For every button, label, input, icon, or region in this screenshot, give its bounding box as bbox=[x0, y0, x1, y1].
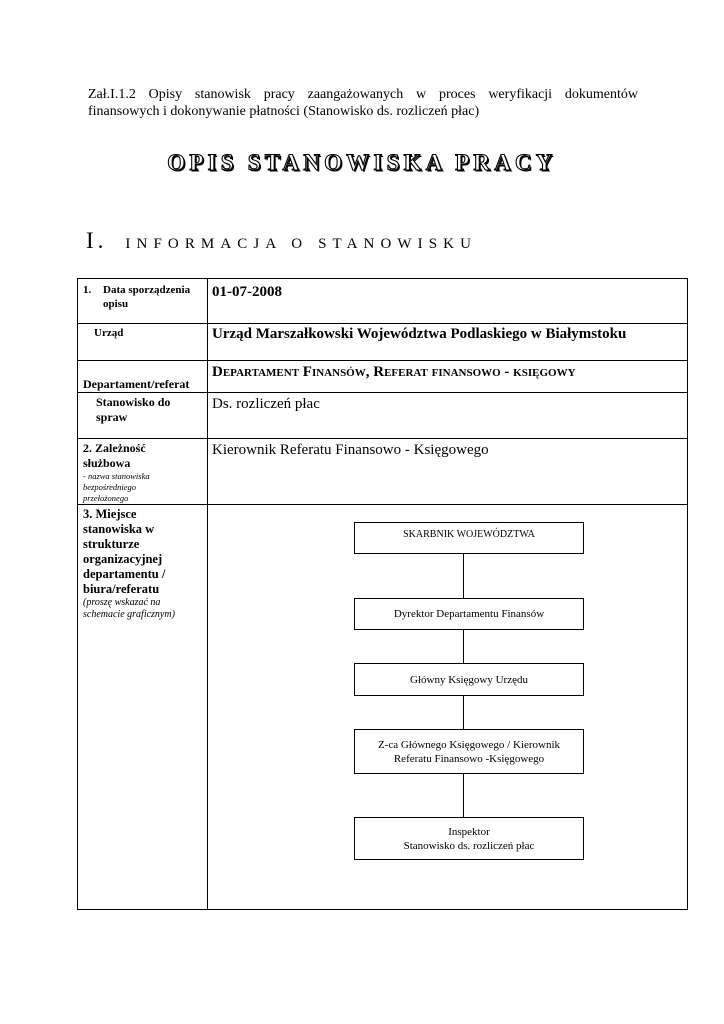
department-value: Departament Finansów, Referat finansowo - księgowy bbox=[212, 364, 576, 380]
org-box-line: Referatu Finansowo -Księgowego bbox=[393, 752, 545, 765]
office-value: Urząd Marszałkowski Województwa Podlaskiego w Białymstoku bbox=[212, 326, 627, 342]
org-box-line: SKARBNIK WOJEWÓDZTWA bbox=[403, 529, 535, 540]
date-label bbox=[83, 283, 205, 311]
date-label-number: 1. bbox=[83, 284, 92, 296]
org-connector bbox=[463, 630, 464, 663]
position-info-table bbox=[77, 278, 688, 910]
section-heading bbox=[86, 228, 477, 254]
section-number: I. bbox=[86, 228, 108, 253]
supervisor-note: - nazwa stanowiska bezpośredniego przełożonego bbox=[83, 471, 150, 503]
date-value: 01-07-2008 bbox=[212, 284, 282, 300]
document-title: OPIS STANOWISKA PRACY bbox=[167, 150, 557, 175]
office-label: Urząd bbox=[94, 327, 124, 339]
position-value: Ds. rozliczeń płac bbox=[212, 396, 320, 412]
supervisor-label bbox=[83, 441, 193, 504]
org-box-line: Z-ca Głównego Księgowego / Kierownik bbox=[377, 738, 561, 751]
org-box-inspector bbox=[354, 817, 584, 860]
row-divider bbox=[78, 323, 687, 324]
org-box-line: Stanowisko ds. rozliczeń płac bbox=[403, 839, 535, 852]
date-label-text: Data sporządzenia opisu bbox=[103, 284, 191, 310]
column-divider bbox=[207, 279, 208, 909]
supervisor-label-text: 2. Zależność służbowa bbox=[83, 441, 146, 470]
position-label: Stanowisko do spraw bbox=[96, 395, 171, 424]
org-box-chief-accountant bbox=[354, 663, 584, 696]
structure-label bbox=[83, 507, 203, 621]
org-box-line: Dyrektor Departamentu Finansów bbox=[393, 608, 545, 620]
row-divider bbox=[78, 438, 687, 439]
row-divider bbox=[78, 360, 687, 361]
structure-label-text: 3. Miejsce stanowiska w strukturze organizacyjnej departamentu / biura/referatu bbox=[83, 507, 166, 596]
org-box-line: Inspektor bbox=[448, 825, 490, 838]
row-divider bbox=[78, 504, 687, 505]
org-connector bbox=[463, 554, 464, 598]
department-label: Departament/referat bbox=[83, 377, 190, 391]
structure-note: (proszę wskazać na schemacie graficznym) bbox=[83, 597, 175, 620]
org-box-director bbox=[354, 598, 584, 630]
intro-text: Zał.I.1.2 Opisy stanowisk pracy zaangażowanych w proces weryfikacji dokumentów finansowych i dokonywanie płatności (Stanowisko ds. rozliczeń płac) bbox=[88, 87, 638, 119]
section-title: INFORMACJA O STANOWISKU bbox=[125, 236, 478, 252]
org-box-treasurer bbox=[354, 522, 584, 554]
supervisor-value: Kierownik Referatu Finansowo - Księgowego bbox=[212, 442, 489, 458]
org-box-deputy bbox=[354, 729, 584, 774]
org-box-line: Główny Księgowy Urzędu bbox=[410, 673, 528, 686]
org-connector bbox=[463, 774, 464, 817]
row-divider bbox=[78, 392, 687, 393]
org-connector bbox=[463, 696, 464, 729]
